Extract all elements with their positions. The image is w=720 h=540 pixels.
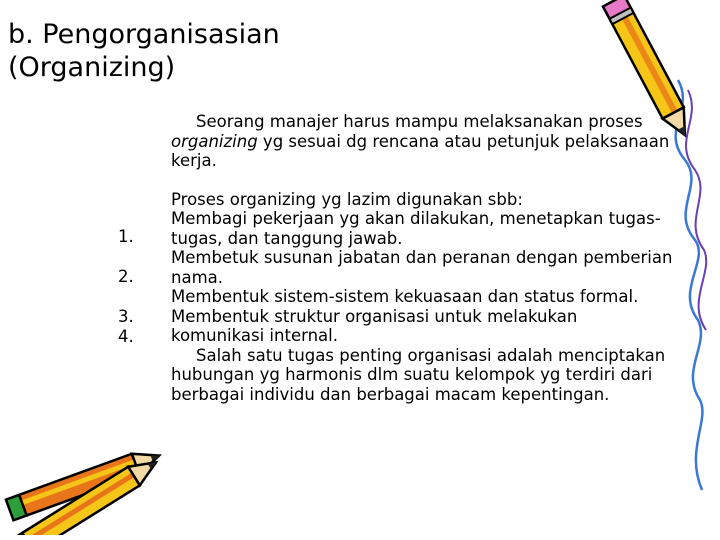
pencils-clipart-bottom-left (0, 430, 180, 535)
slide-title (8, 18, 280, 84)
list-number-2: 2. (118, 267, 134, 286)
list-number-3: 3. (118, 307, 134, 326)
list-item-4-line-1: Membentuk struktur organisasi untuk melakukan (171, 306, 578, 326)
intro-line-1: Seorang manajer harus mampu melaksanakan proses (196, 112, 643, 131)
list-number-1: 1. (118, 227, 134, 246)
closing-line-1: Salah satu tugas penting organisasi adalah menciptakan (196, 345, 666, 365)
closing-line-3: berbagai individu dan berbagai macam kepentingan. (171, 384, 610, 404)
list-item-1-line-1: Membagi pekerjaan yg akan dilakukan, menetapkan tugas- (171, 209, 661, 228)
intro-italic-term: organizing (171, 131, 258, 151)
intro-line-2-rest: yg sesuai dg rencana atau petunjuk pelaksanaan (257, 131, 670, 151)
title-line-2: (Organizing) (8, 52, 176, 83)
pencil-icon (603, 0, 696, 142)
title-line-1: b. Pengorganisasian (8, 19, 280, 50)
list-item-2-line-2: nama. (171, 267, 223, 287)
squiggle-line-blue (676, 80, 703, 490)
closing-line-2: hubungan yg harmonis dlm suatu kelompok yg terdiri dari (171, 365, 653, 384)
list-item-3-line-1: Membentuk sistem-sistem kekuasaan dan status formal. (171, 287, 639, 306)
process-heading: Proses organizing yg lazim digunakan sbb: (171, 189, 523, 209)
list-number-4: 4. (118, 327, 134, 346)
list-item-2-line-1: Membetuk susunan jabatan dan peranan dengan pemberian (171, 248, 673, 267)
list-item-1-line-2: tugas, dan tanggung jawab. (171, 228, 403, 248)
intro-line-3: kerja. (171, 151, 217, 170)
list-item-4-line-2: komunikasi internal. (171, 326, 338, 345)
pencil-clipart-top-right (600, 0, 715, 495)
